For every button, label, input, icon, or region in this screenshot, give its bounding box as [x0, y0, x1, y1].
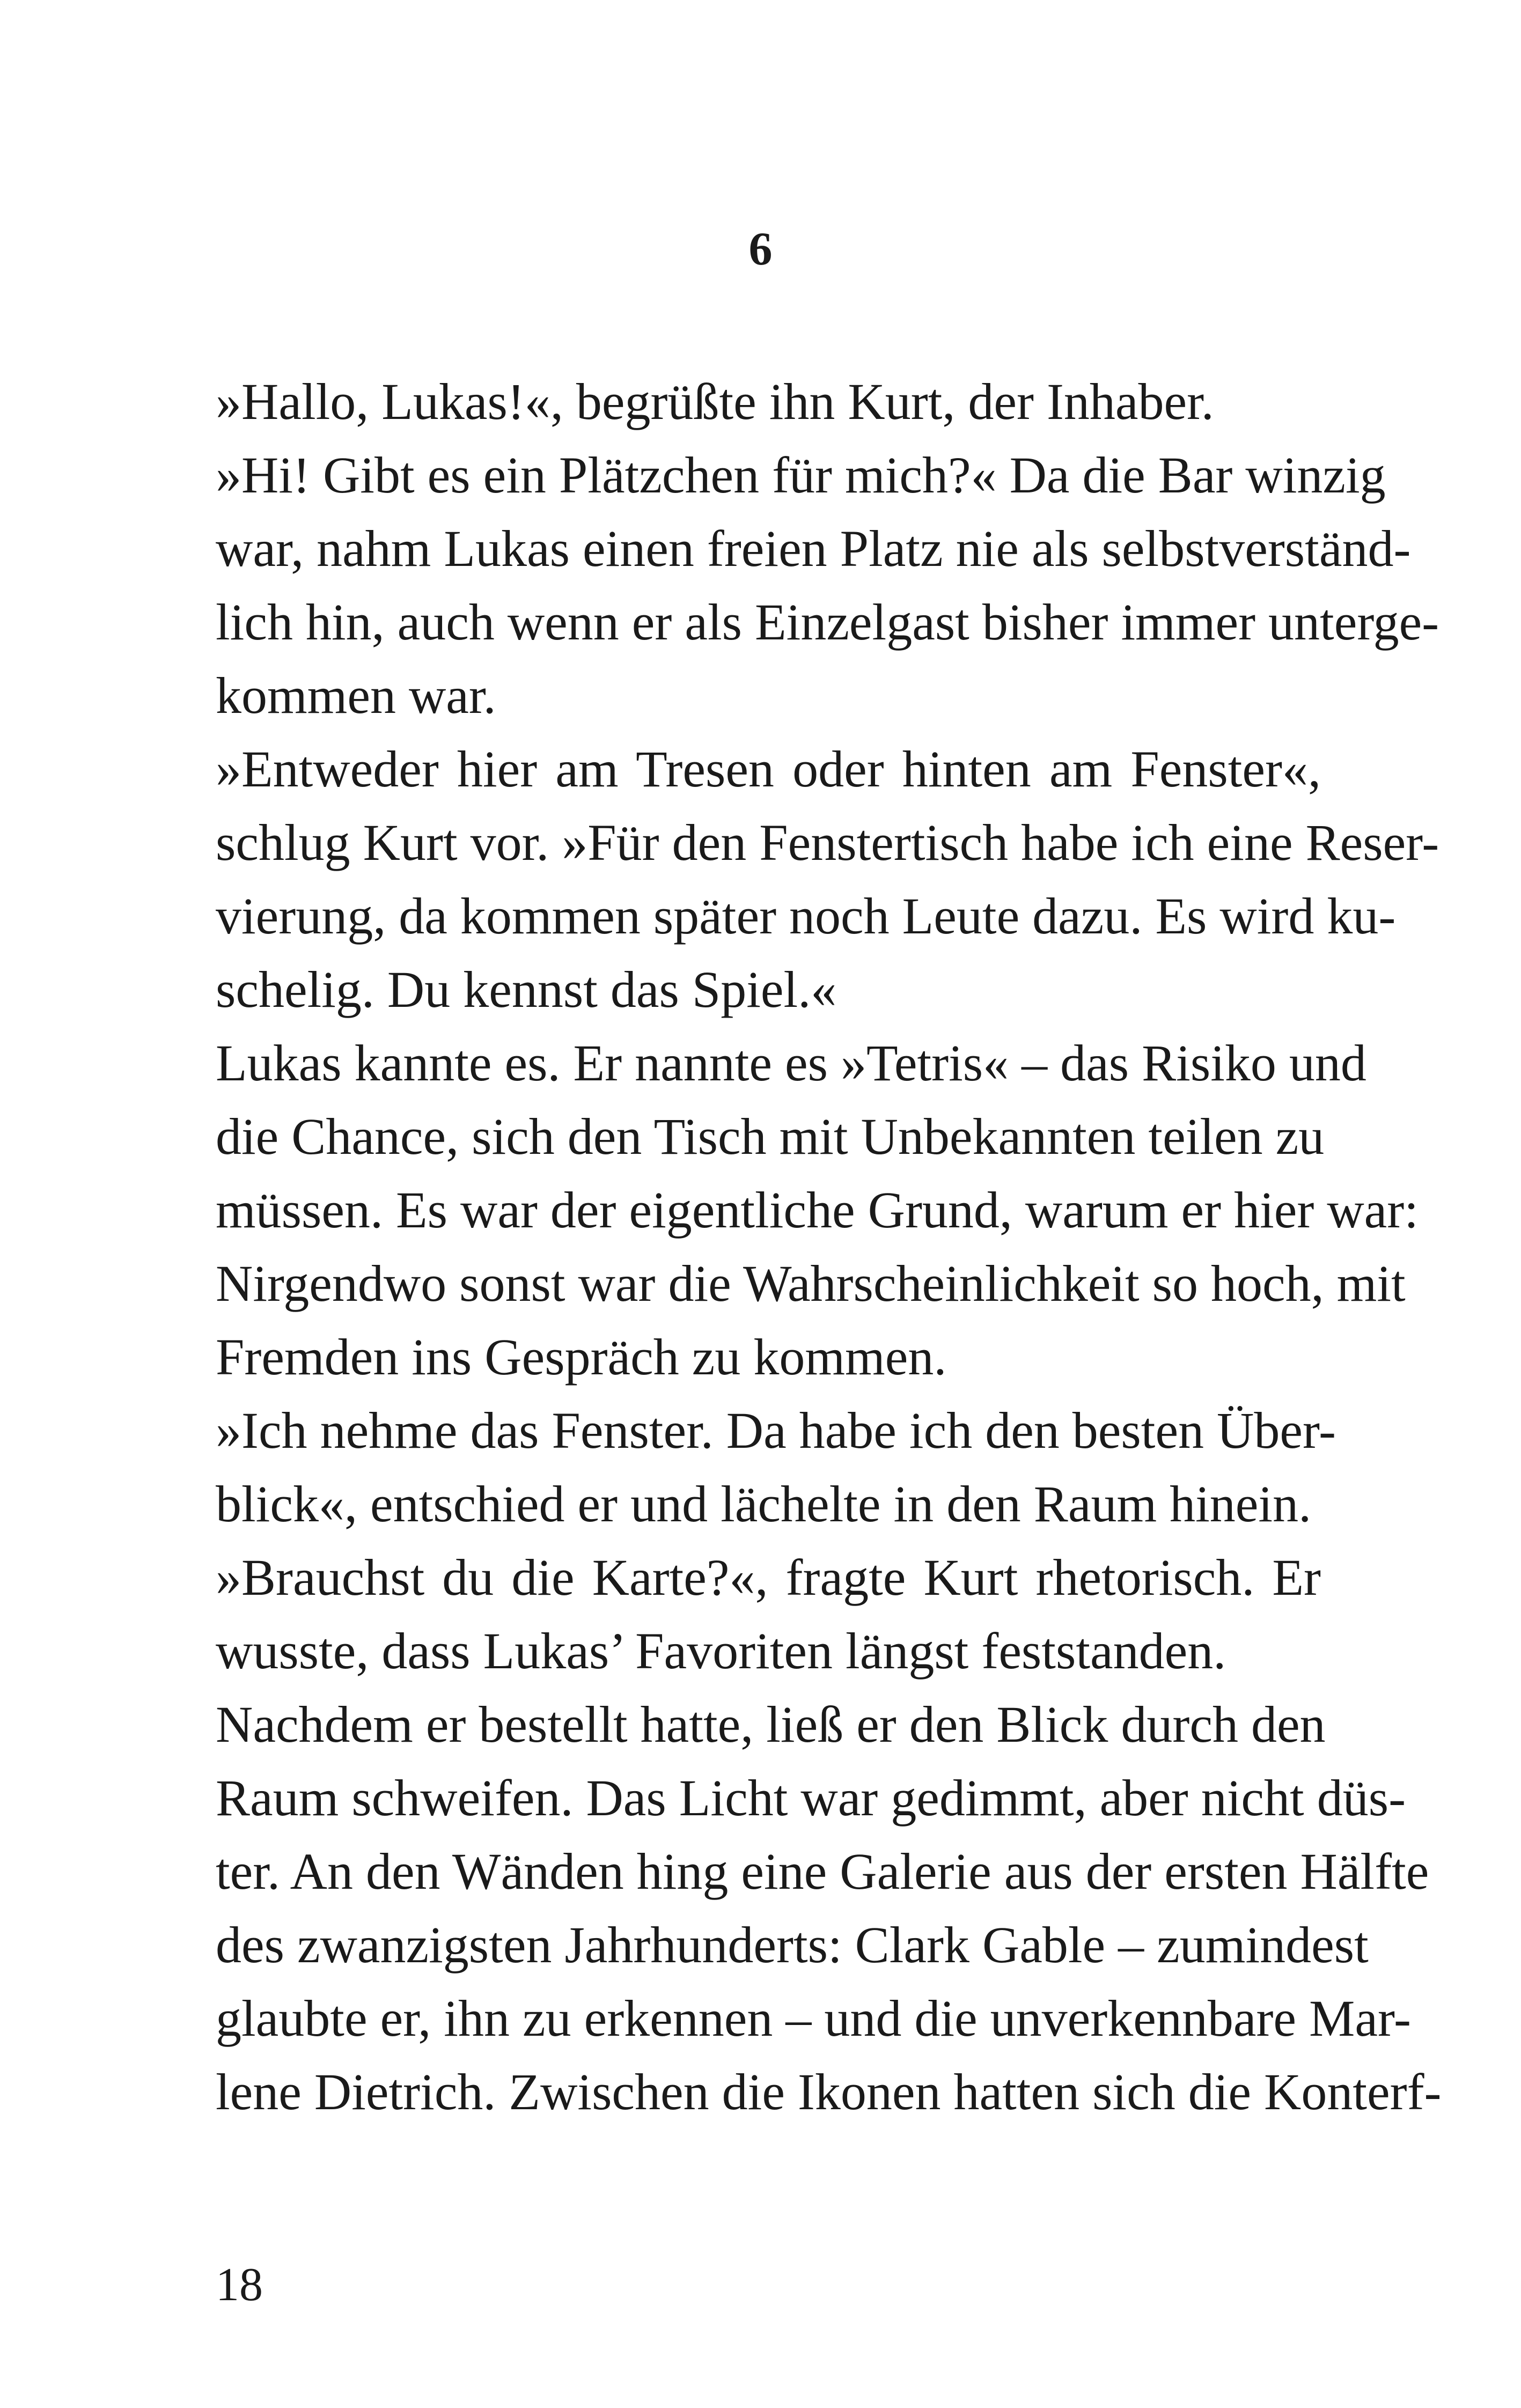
body-text [216, 365, 1442, 2129]
text-line: des zwanzigsten Jahrhunderts: Clark Gable – zumindest [216, 1916, 1369, 1973]
text-line: war, nahm Lukas einen freien Platz nie als selbstverständ- [216, 520, 1411, 577]
text-line: »Ich nehme das Fenster. Da habe ich den besten Über- [216, 1402, 1336, 1459]
text-line: »Entweder hier am Tresen oder hinten am Fenster«, [216, 740, 1321, 798]
text-line: lene Dietrich. Zwischen die Ikonen hatten sich die Konterf- [216, 2063, 1442, 2120]
text-line: »Hi! Gibt es ein Plätzchen für mich?« Da die Bar winzig [216, 446, 1386, 504]
text-line: müssen. Es war der eigentliche Grund, warum er hier war: [216, 1181, 1419, 1239]
page-number: 18 [216, 2259, 263, 2311]
text-line: die Chance, sich den Tisch mit Unbekannten teilen zu [216, 1108, 1325, 1165]
text-line: lich hin, auch wenn er als Einzelgast bisher immer unterge- [216, 593, 1439, 651]
text-line: vierung, da kommen später noch Leute dazu. Es wird ku- [216, 887, 1396, 945]
text-line: Fremden ins Gespräch zu kommen. [216, 1328, 947, 1386]
text-line: kommen war. [216, 667, 496, 724]
text-line: blick«, entschied er und lächelte in den Raum hinein. [216, 1475, 1312, 1533]
text-line: Nachdem er bestellt hatte, ließ er den Blick durch den [216, 1696, 1326, 1753]
text-line: Raum schweifen. Das Licht war gedimmt, aber nicht düs- [216, 1769, 1406, 1827]
text-line: Nirgendwo sonst war die Wahrscheinlichkeit so hoch, mit [216, 1255, 1406, 1312]
text-line: ter. An den Wänden hing eine Galerie aus der ersten Hälfte [216, 1843, 1429, 1900]
chapter-number: 6 [748, 223, 773, 275]
text-line: schelig. Du kennst das Spiel.« [216, 961, 837, 1018]
text-line: »Hallo, Lukas!«, begrüßte ihn Kurt, der Inhaber. [216, 373, 1214, 430]
text-line: schlug Kurt vor. »Für den Fenstertisch habe ich eine Reser- [216, 814, 1439, 871]
text-line: Lukas kannte es. Er nannte es »Tetris« – das Risiko und [216, 1034, 1366, 1092]
text-line: wusste, dass Lukas’ Favoriten längst feststanden. [216, 1622, 1226, 1680]
text-line: glaubte er, ihn zu erkennen – und die unverkennbare Mar- [216, 1990, 1412, 2047]
text-line: »Brauchst du die Karte?«, fragte Kurt rhetorisch. Er [216, 1549, 1321, 1606]
